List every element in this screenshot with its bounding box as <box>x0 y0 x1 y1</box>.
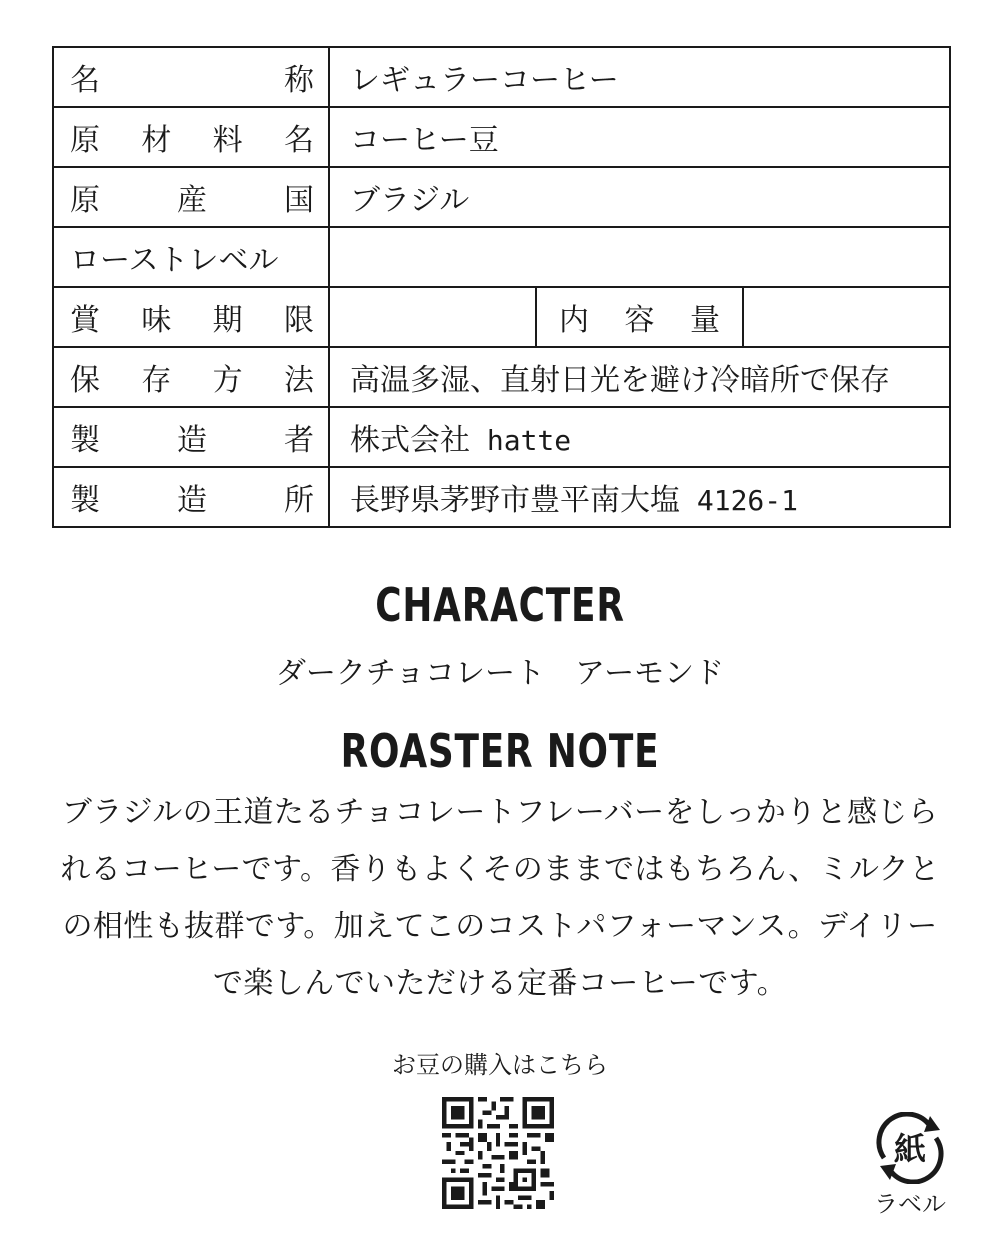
label-char: 期 <box>212 303 243 338</box>
table-row <box>53 467 950 527</box>
manufacturer-jp: 株式会社 <box>350 423 470 458</box>
roaster-note-heading: ROASTER NOTE <box>340 724 660 778</box>
row-value-factory <box>329 467 950 527</box>
label-char: 味 <box>141 303 172 338</box>
row-value-best-before <box>329 287 536 347</box>
row-label-factory <box>53 467 329 527</box>
table-row <box>53 107 950 167</box>
row-label-storage <box>53 347 329 407</box>
label-char: 原 <box>70 123 100 158</box>
label-char: 材 <box>141 123 172 158</box>
row-label-manufacturer <box>53 407 329 467</box>
label-char: 名 <box>70 63 100 98</box>
label-char: 造 <box>177 423 207 458</box>
label-char: 方 <box>212 363 243 398</box>
table-row <box>53 287 950 347</box>
label-char: 保 <box>70 363 100 398</box>
label-char: 限 <box>283 303 314 338</box>
label-char: 存 <box>141 363 172 398</box>
label-char: 製 <box>70 483 100 518</box>
label-char: 産 <box>177 183 207 218</box>
factory-address-jp: 長野県茅野市豊平南大塩 <box>350 483 680 518</box>
row-label-net-weight <box>536 287 743 347</box>
table-row <box>53 347 950 407</box>
table-row <box>53 407 950 467</box>
label-char: 造 <box>177 483 207 518</box>
purchase-label: お豆の購入はこちら <box>392 1051 608 1079</box>
row-label-best-before <box>53 287 329 347</box>
label-char: 内 <box>559 303 589 338</box>
factory-address-number: 4126-1 <box>680 484 799 517</box>
character-text: ダークチョコレート アーモンド <box>275 656 725 691</box>
paper-recycle-icon <box>870 1112 950 1184</box>
row-label-name <box>53 47 329 107</box>
row-value-name: レギュラーコーヒー <box>329 47 950 107</box>
label-char: 国 <box>284 183 314 218</box>
table-row <box>53 47 950 107</box>
qr-code-icon[interactable] <box>442 1097 554 1209</box>
label-char: 称 <box>284 63 314 98</box>
row-label-roast-level: ローストレベル <box>53 227 329 287</box>
label-char: 量 <box>690 303 720 338</box>
note-line: れるコーヒーです。香りもよくそのままではもちろん、ミルクと <box>60 852 940 887</box>
row-label-origin <box>53 167 329 227</box>
label-char: 名 <box>283 123 314 158</box>
product-info-table <box>52 46 951 528</box>
note-line: の相性も抜群です。加えてこのコストパフォーマンス。デイリー <box>62 909 938 944</box>
label-char: 料 <box>212 123 243 158</box>
roaster-note-body <box>50 784 950 1012</box>
character-heading: CHARACTER <box>375 578 625 632</box>
label-char: 者 <box>284 423 314 458</box>
row-value-ingredients: コーヒー豆 <box>329 107 950 167</box>
row-value-manufacturer <box>329 407 950 467</box>
label-char: 法 <box>283 363 314 398</box>
note-line: で楽しんでいただける定番コーヒーです。 <box>213 966 787 1001</box>
table-row <box>53 167 950 227</box>
recycle-symbol: 紙 <box>893 1130 927 1168</box>
row-value-origin: ブラジル <box>329 167 950 227</box>
row-value-roast-level <box>329 227 950 287</box>
note-line: ブラジルの王道たるチョコレートフレーバーをしっかりと感じら <box>61 795 939 830</box>
label-char: 原 <box>70 183 100 218</box>
manufacturer-name: hatte <box>470 424 572 457</box>
table-row <box>53 227 950 287</box>
label-char: 賞 <box>70 303 100 338</box>
row-value-net-weight <box>743 287 950 347</box>
row-value-storage: 高温多湿、直射日光を避け冷暗所で保存 <box>329 347 950 407</box>
label-char: 所 <box>284 483 314 518</box>
label-char: 容 <box>624 303 655 338</box>
row-label-ingredients <box>53 107 329 167</box>
recycle-label: ラベル <box>874 1190 946 1218</box>
label-char: 製 <box>70 423 100 458</box>
